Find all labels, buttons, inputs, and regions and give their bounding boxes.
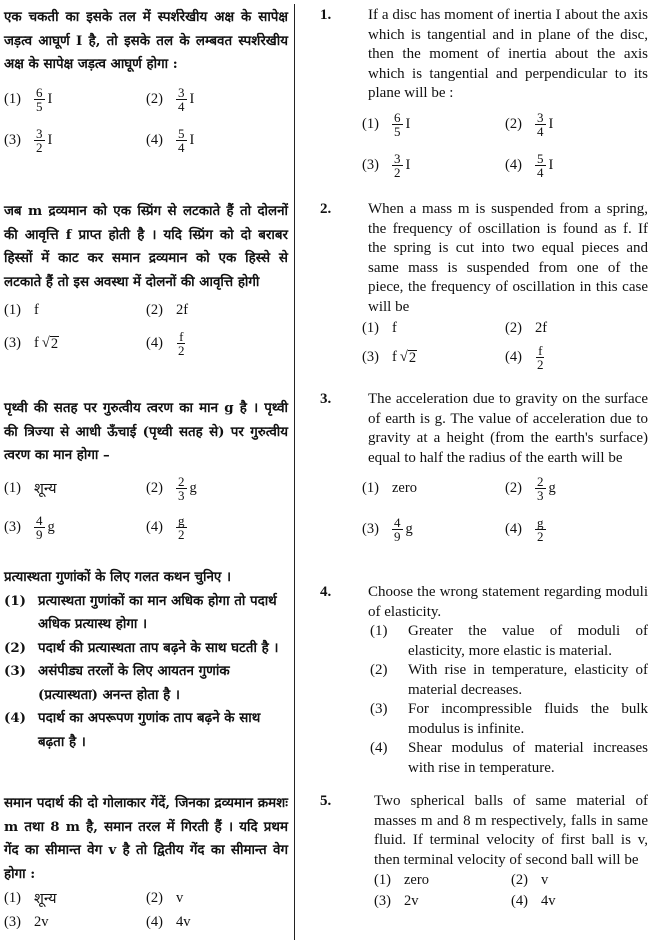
question-stem: The acceleration due to gravity on the surface of earth is g. The value of acceleration due to gravity at a height (from the earth's surface) equal to half the radius of the earth will be [368, 391, 648, 466]
statement-3[interactable]: (3) For incompressible fluids the bulk modulus is infinite. [370, 701, 648, 737]
option-2[interactable]: (2) $\frac{3}{4}$ I [146, 84, 195, 114]
statement-2[interactable]: (2) With rise in temperature, elasticity of material decreases. [370, 662, 648, 698]
statement-list [4, 590, 288, 755]
options [362, 474, 648, 544]
question-stem: Two spherical balls of same material of masses m and 8 m respectively, falls in same fluid. If terminal velocity of first ball is v, then terminal velocity of second ball will be [374, 793, 648, 868]
question-stem: एक चकती का इसके तल में स्पर्शरेखीय अक्ष के सापेक्ष जड़त्व आघूर्ण I है, तो इसके तल के लम्बवत स्पर्शरेखीय अक्ष के सापेक्ष जड़त्व आघूर्ण होगा : [4, 9, 288, 72]
fraction: $\frac{5}{4}$ [178, 125, 185, 155]
option-4[interactable]: (4) $\frac{5}{4}$ I [505, 150, 554, 180]
option-2[interactable]: (2) $\frac{3}{4}$ I [505, 109, 554, 139]
question-stem: पृथ्वी की सतह पर गुरुत्वीय त्वरण का मान g है । पृथ्वी की त्रिज्या से आधी ऊँचाई (पृथ्वी सतह से) पर गुरुत्वीय त्वरण का मान होगा – [4, 400, 288, 463]
fraction: $\frac{5}{4}$ [537, 150, 544, 180]
options [4, 474, 288, 542]
question-stem: When a mass m is suspended from a spring, the frequency of oscillation is found as f. If the spring is cut into two equal pieces and same mass is suspended from one of the piece, the frequency of oscillation in this case will be [368, 201, 648, 315]
option-1[interactable]: (1) zero [374, 872, 429, 888]
fraction: $\frac{2}{3}$ [537, 474, 544, 503]
fraction: $\frac{g}{2}$ [537, 515, 544, 544]
question-2-english [302, 200, 648, 372]
options [362, 317, 648, 372]
fraction: $\frac{3}{2}$ [394, 150, 401, 180]
square-root: √ 2 [399, 349, 417, 366]
question-1-hindi [4, 6, 288, 155]
question-number: 1. [320, 7, 332, 23]
option-1[interactable]: (1) f [362, 319, 397, 336]
fraction: $\frac{f}{2}$ [178, 329, 185, 358]
fraction: $\frac{2}{3}$ [178, 473, 185, 503]
option-4[interactable]: (4) 4v [146, 913, 191, 930]
question-1-english [302, 6, 648, 180]
question-number: 4. [320, 584, 332, 600]
fraction: $\frac{3}{2}$ [36, 125, 43, 155]
square-root: √ 2 [41, 335, 59, 352]
column-divider [294, 4, 295, 940]
options [374, 870, 648, 912]
option-3[interactable]: (3) $\frac{3}{2}$ I [362, 150, 411, 180]
option-1[interactable]: (1) $\frac{6}{5}$ I [362, 109, 411, 139]
question-stem: प्रत्यास्थता गुणांकों के लिए गलत कथन चुनिए । [4, 569, 232, 585]
option-2[interactable]: (2) $\frac{2}{3}$ g [146, 473, 197, 503]
fraction: $\frac{4}{9}$ [36, 512, 43, 542]
question-4-english [302, 583, 648, 778]
option-3[interactable]: (3) 2v [374, 893, 419, 909]
question-number: 2. [320, 201, 332, 217]
question-3-hindi [4, 397, 288, 542]
option-3[interactable]: (3) f √ 2 [362, 349, 417, 366]
option-4[interactable]: (4) $\frac{f}{2}$ [146, 329, 185, 358]
option-4[interactable]: (4) $\frac{5}{4}$ I [146, 125, 195, 155]
statement-1[interactable]: (1) प्रत्यास्थता गुणांकों का मान अधिक होगा तो पदार्थ अधिक प्रत्यास्थ होगा । [4, 592, 277, 632]
question-stem: समान पदार्थ की दो गोलाकार गेंदें, जिनका द्रव्यमान क्रमशः m तथा 8 m है, समान तरल में गिरती हैं । यदि प्रथम गेंद का सीमान्त वेग v है तो द्वितीय गेंद का सीमान्त वेग होगा : [4, 795, 288, 882]
fraction: $\frac{3}{4}$ [537, 109, 544, 139]
question-3-english [302, 390, 648, 544]
option-3[interactable]: (3) $\frac{4}{9}$ g [362, 515, 413, 544]
statement-2[interactable]: (2) पदार्थ की प्रत्यास्थता ताप बढ़ने के साथ घटती है । [4, 639, 279, 656]
options [362, 110, 648, 180]
statement-list [370, 622, 648, 778]
fraction: $\frac{6}{5}$ [394, 109, 401, 139]
option-2[interactable]: (2) v [146, 889, 184, 906]
option-4[interactable]: (4) 4v [511, 893, 556, 909]
question-stem: जब m द्रव्यमान को एक स्प्रिंग से लटकाते हैं तो दोलनों की आवृत्ति f प्राप्त होती है । यदि स्प्रिंग को दो बराबर हिस्सों में काट कर समान द्रव्यमान को एक हिस्से से लटकाते हैं तो इस अवस्था में दोलनों की आवृत्ति होगी [4, 203, 288, 290]
option-2[interactable]: (2) $\frac{2}{3}$ g [505, 474, 556, 503]
option-1[interactable]: (1) शून्य [4, 479, 57, 497]
fraction: $\frac{4}{9}$ [394, 515, 401, 544]
question-number: 5. [320, 793, 332, 809]
option-3[interactable]: (3) $\frac{3}{2}$ I [4, 125, 53, 155]
option-2[interactable]: (2) 2f [505, 319, 548, 336]
statement-1[interactable]: (1) Greater the value of moduli of elasticity, more elastic is material. [370, 623, 648, 659]
option-4[interactable]: (4) $\frac{g}{2}$ [146, 512, 185, 542]
option-3[interactable]: (3) f √ 2 [4, 335, 59, 352]
option-4[interactable]: (4) $\frac{f}{2}$ [505, 343, 544, 372]
option-1[interactable]: (1) $\frac{6}{5}$ I [4, 84, 53, 114]
fraction: $\frac{f}{2}$ [537, 343, 544, 372]
question-stem: Choose the wrong statement regarding moduli of elasticity. [368, 584, 648, 620]
option-4[interactable]: (4) $\frac{g}{2}$ [505, 515, 544, 544]
option-3[interactable]: (3) $\frac{4}{9}$ g [4, 512, 55, 542]
fraction: $\frac{3}{4}$ [178, 84, 185, 114]
question-stem: If a disc has moment of inertia I about the axis which is tangential and in plane of the disc, then the moment of inertia about the axis which is tangential and perpendicular to its plane will be : [368, 7, 648, 101]
question-5-hindi [4, 792, 288, 934]
option-2[interactable]: (2) 2f [146, 302, 189, 318]
fraction: $\frac{g}{2}$ [178, 512, 185, 542]
question-number: 3. [320, 391, 332, 407]
question-5-english [302, 792, 648, 912]
option-2[interactable]: (2) v [511, 872, 549, 888]
options [4, 85, 288, 155]
statement-3[interactable]: (3) असंपीड्य तरलों के लिए आयतन गुणांक (प्रत्यास्थता) अनन्त होता है । [4, 663, 230, 703]
option-3[interactable]: (3) 2v [4, 913, 49, 930]
option-1[interactable]: (1) शून्य [4, 889, 57, 907]
option-1[interactable]: (1) zero [362, 480, 417, 496]
question-2-hindi [4, 200, 288, 358]
option-1[interactable]: (1) f [4, 302, 39, 318]
options [4, 296, 288, 358]
options [4, 886, 288, 934]
fraction: $\frac{6}{5}$ [36, 84, 43, 114]
statement-4[interactable]: (4) पदार्थ का अपरूपण गुणांक ताप बढ़ने के साथ बढ़ता है । [4, 710, 261, 750]
question-4-hindi [4, 566, 288, 754]
statement-4[interactable]: (4) Shear modulus of material increases with rise in temperature. [370, 740, 648, 776]
